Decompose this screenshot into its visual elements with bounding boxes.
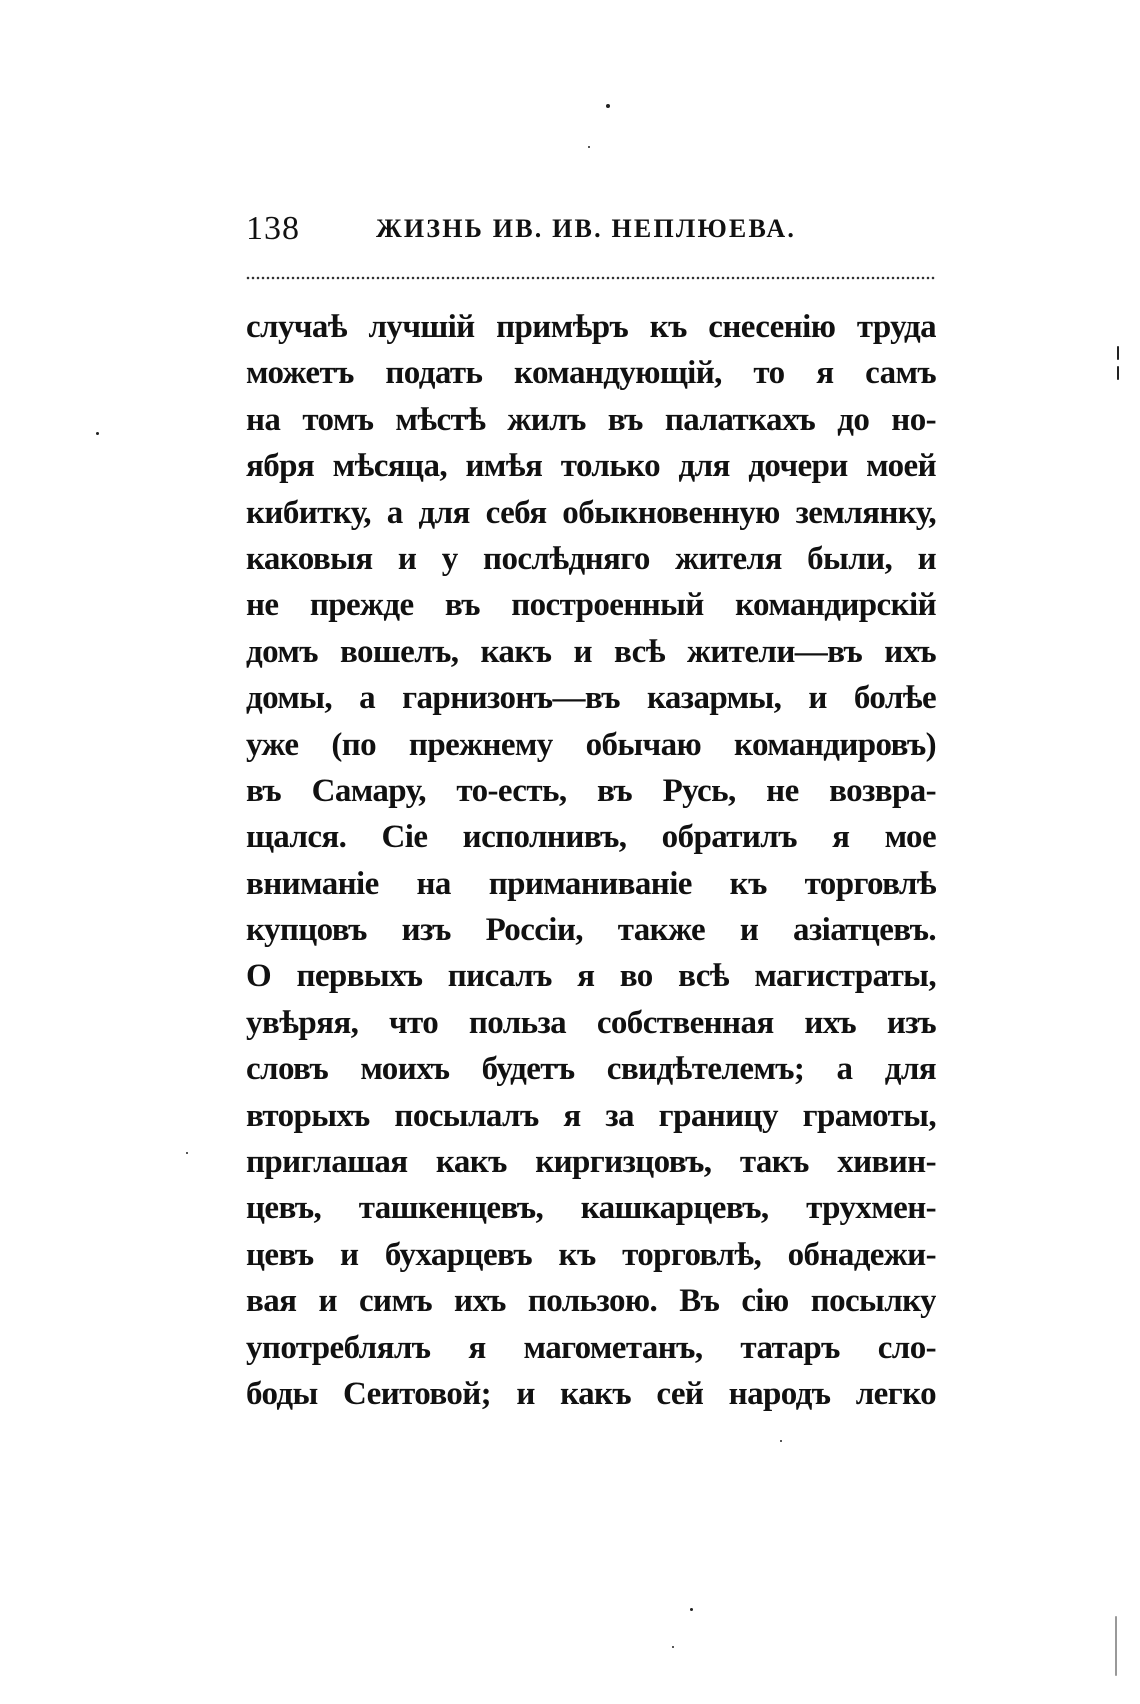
text-line: вторыхъ посылалъ я за границу грамоты, [246, 1097, 936, 1134]
text-line: въ Самару, то-есть, въ Русь, не возвра- [246, 772, 936, 809]
text-line: боды Сеитовой; и какъ сей народъ легко [246, 1375, 936, 1412]
text-line: домы, а гарнизонъ—въ казармы, и болѣе [246, 680, 936, 717]
scan-speck [588, 146, 590, 148]
text-line: употреблялъ я магометанъ, татаръ сло- [246, 1329, 936, 1366]
text-line: не прежде въ построенный командирскій [246, 587, 936, 624]
text-line: вниманіе на приманиваніе къ торговлѣ [246, 865, 936, 902]
text-line: случаѣ лучшій примѣръ къ снесенію труда [246, 309, 936, 345]
text-line: ября мѣсяца, имѣя только для дочери моей [246, 448, 936, 485]
text-line: О первыхъ писалъ я во всѣ магистраты, [246, 958, 936, 995]
text-line: купцовъ изъ Россіи, также и азіатцевъ. [246, 912, 936, 949]
scan-speck [1115, 1616, 1117, 1676]
text-line: уже (по прежнему обычаю командировъ) [246, 726, 936, 763]
header-divider [246, 276, 936, 281]
text-line: приглашая какъ киргизцовъ, такъ хивин- [246, 1144, 936, 1181]
text-line: на томъ мѣстѣ жилъ въ палаткахъ до но- [246, 401, 936, 438]
text-line: домъ вошелъ, какъ и всѣ жители—въ ихъ [246, 633, 936, 670]
scan-speck [1117, 366, 1119, 380]
text-line: каковыя и у послѣдняго жителя были, и [246, 540, 936, 577]
scan-speck [780, 1440, 782, 1442]
scan-speck [606, 104, 610, 108]
text-line: вая и симъ ихъ пользою. Въ сію посылку [246, 1283, 936, 1320]
text-line: можетъ подать командующій, то я самъ [246, 355, 936, 392]
text-line: щался. Сіе исполнивъ, обратилъ я мое [246, 819, 936, 856]
scan-speck [672, 1646, 674, 1648]
page-number: 138 [246, 210, 300, 247]
body-text [246, 304, 936, 1417]
scan-speck [96, 432, 99, 435]
page-header [246, 210, 946, 260]
text-line: цевъ и бухарцевъ къ торговлѣ, обнадежи- [246, 1236, 936, 1273]
text-line: словъ моихъ будетъ свидѣтелемъ; а для [246, 1051, 936, 1088]
running-title: ЖИЗНЬ ИВ. ИВ. НЕПЛЮЕВА. [376, 214, 797, 243]
text-line: кибитку, а для себя обыкновенную землянку, [246, 494, 936, 531]
scan-speck [186, 1152, 188, 1154]
scan-speck [1117, 346, 1119, 360]
text-line: цевъ, ташкенцевъ, кашкарцевъ, трухмен- [246, 1190, 936, 1227]
scan-speck [690, 1608, 693, 1611]
text-line: увѣряя, что польза собственная ихъ изъ [246, 1004, 936, 1041]
